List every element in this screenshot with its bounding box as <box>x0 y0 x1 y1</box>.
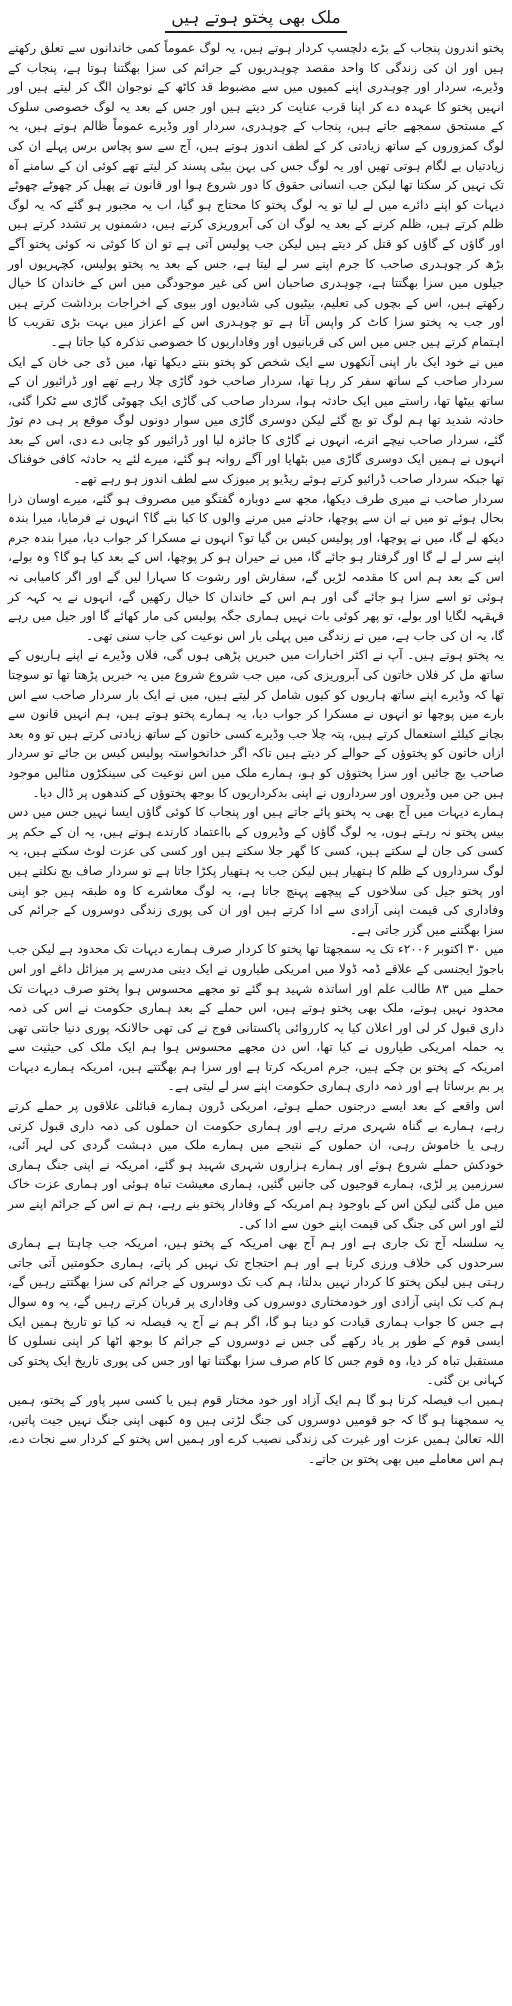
article-headline <box>8 6 504 33</box>
paragraph-8: یہ سلسلہ آج تک جاری ہے اور ہم آج بھی امریکہ کے پختو ہیں، امریکہ جب چاہتا ہے ہماری سرحدوں کی خلاف ورزی کرتا ہے اور ہم احتجاج تک نہیں کر پاتے، ہماری حکومتیں آتی جاتی رہتی ہیں لیکن پختو کا کردار نہیں بدلتا، ہم کب تک دوسروں کے جرائم کی سزا بھگتتے رہیں گے، ہم کب تک اپنی آزادی اور خودمختاری دوسروں کی وفاداری پر قربان کرتے رہیں گے، یہ وہ سوال ہے جس کا جواب ہماری قیادت کو دینا ہو گا، اگر ہم نے آج یہ فیصلہ نہ کیا تو تاریخ ہمیں ایک ایسی قوم کے طور پر یاد رکھے گی جس نے دوسروں کے جرائم کا بوجھ اٹھا کر اپنی نسلوں کا مستقبل تباہ کر دیا، وہ قوم جس کا کام صرف سزا بھگتنا تھا اور جس کی پوری تاریخ ایک پختو کی کہانی بن گئی۔ <box>8 1236 504 1388</box>
paragraph-5: ہمارے دیہات میں آج بھی یہ پختو پائے جاتے ہیں اور پنجاب کا کوئی گاؤں ایسا نہیں جس میں دس بیس پختو نہ رہتے ہوں، یہ لوگ گاؤں کے وڈیروں کے بااعتماد کارندے ہوتے ہیں، یہ ان کے حکم پر کسی کی جان لے سکتے ہیں، کسی کا گھر جلا سکتے ہیں اور کسی کی عزت لوٹ سکتے ہیں، یہ لوگ سرداروں کے ظلم کا ہتھیار ہیں لیکن جب یہ ہتھیار پکڑا جاتا ہے تو سردار صاف بچ نکلتے ہیں اور پختو جیل کی سلاخوں کے پیچھے پہنچ جاتا ہے، یہ لوگ معاشرے کا وہ طبقہ ہیں جو اپنی وفاداری کی قیمت اپنی آزادی سے ادا کرتے ہیں اور ان کی پوری زندگی دوسروں کے جرائم کی سزا بھگتنے میں گزر جاتی ہے۔ <box>8 805 504 937</box>
paragraph-1: پختو اندرون پنجاب کے بڑے دلچسپ کردار ہوتے ہیں، یہ لوگ عموماً کمی خاندانوں سے تعلق رکھتے ہیں اور ان کی زندگی کا واحد مقصد چوہدریوں کے جرائم کی سزا بھگتنا ہوتا ہے، پنجاب کے وڈیرے، سردار اور چوہدری اپنے کمیوں میں سے مضبوط قد کاٹھ کے نوجوان الگ کر لیتے ہیں اور انہیں پختو کا عہدہ دے کر اپنا قرب عنایت کر دیتے ہیں اور جس کے بعد یہ لوگ خصوصی سلوک کے مستحق سمجھے جاتے ہیں، پنجاب کے چوہدری، سردار اور وڈیرے عموماً ظالم ہوتے ہیں، یہ لوگ کمزوروں کے ساتھ زیادتی کر کے لطف اندوز ہوتے ہیں، آج سے سو پچاس برس پہلے ان کی زیادتیاں بے لگام ہوتی تھیں اور یہ لوگ جس کی بہن بیٹی پسند کر لیتے تھے کوئی ان کے سامنے آہ تک نہیں کر سکتا تھا لیکن جب انسانی حقوق کا دور شروع ہوا اور قانون نے پھیل کر چھوٹے چھوٹے دیہات کو اپنے دائرے میں لے لیا تو یہ لوگ پختو کا محتاج ہو گیا، اب یہ مجبور ہو گئے کہ یہ لوگ ظلم کرتے ہیں، ظلم کرنے کے بعد یہ لوگ ان کی آبروریزی کرتے ہیں، دشمنوں پر تشدد کرتے ہیں اور گاؤں کے گاؤں کو قتل کر دیتے ہیں لیکن جب پولیس آتی ہے تو ان کا کوئی نہ کوئی پختو آگے بڑھ کر چوہدری صاحب کا جرم اپنے سر لے لیتا ہے، جس کے بعد یہ پختو پولیس، کچہریوں اور جیلوں میں سزا بھگتتا ہے، چوہدری صاحبان اس کی غیر موجودگی میں اس کے خاندان کا خیال رکھتے ہیں، اس کے بچوں کی تعلیم، بیٹیوں کی شادیوں اور بیوی کے اخراجات برداشت کرتے ہیں اور جب یہ پختو سزا کاٹ کر واپس آتا ہے تو چوہدری اس کے اعزاز میں بہت بڑی تقریب کا اہتمام کرتے ہیں جس میں اس کی قربانیوں اور وفاداریوں کا خصوصی تذکرہ کیا جاتا ہے۔ <box>8 41 504 349</box>
paragraph-3: سردار صاحب نے میری طرف دیکھا، مجھ سے دوبارہ گفتگو میں مصروف ہو گئے، میرے اوسان ذرا بحال ہوئے تو میں نے ان سے پوچھا، حادثے میں مرنے والوں کا کیا بنے گا؟ انہوں نے فرمایا، میرا بندہ دیکھ لے گا، میں نے پوچھا، اور پولیس کیس بن گیا تو؟ انہوں نے مسکرا کر جواب دیا، میرا بندہ جرم اپنے سر لے لے گا اور گرفتار ہو جائے گا، میں نے حیران ہو کر پوچھا، اس کے بعد کیا ہو گا؟ وہ بولے، اس کے بعد ہم اس کا مقدمہ لڑیں گے، سفارش اور رشوت کا سہارا لیں گے اور اگر کامیابی نہ ہوئی تو اسے سزا ہو جائے گی اور ہم اس کے خاندان کا خیال رکھیں گے، انہوں نے یہ کہہ کر قہقہہ لگایا اور بولے، تو پھر کوئی بات نہیں ہماری جگہ پولیس کی مار کھائے گا اور جیل میں رہے گا، یہ ان کی جاب ہے، میں نے زندگی میں پہلی بار اس نوعیت کی جاب سنی تھی۔ <box>8 491 504 643</box>
article-body <box>8 39 504 1469</box>
paragraph-2: میں نے خود ایک بار اپنی آنکھوں سے ایک شخص کو پختو بنتے دیکھا تھا، میں ڈی جی خان کے ایک سردار صاحب کے ساتھ سفر کر رہا تھا، سردار صاحب خود گاڑی چلا رہے تھے اور ڈرائیور ان کے ساتھ بیٹھا تھا، راستے میں ایک حادثہ ہوا، سردار صاحب کی گاڑی ایک چھوٹی گاڑی سے ٹکرا گئی، حادثہ شدید تھا ہم لوگ تو بچ گئے لیکن دوسری گاڑی میں سوار دونوں لوگ موقع پر ہی دم توڑ گئے، سردار صاحب نیچے اترے، انہوں نے گاڑی کا جائزہ لیا اور ڈرائیور کو چابی دے دی، اس کے بعد انہوں نے ہمیں ایک دوسری گاڑی میں بٹھایا اور آگے روانہ ہو گئے، میرے لئے یہ حادثہ کافی خوفناک تھا جبکہ سردار صاحب ڈرائیو کرتے ہوئے ریڈیو پر میوزک سے لطف اندوز ہو رہے تھے۔ <box>8 354 504 487</box>
paragraph-4: یہ پختو ہوتے ہیں۔ آپ نے اکثر اخبارات میں خبریں پڑھی ہوں گی، فلاں وڈیرے نے اپنے ہاریوں کے ساتھ مل کر فلاں خاتون کی آبروریزی کی، میں جب شروع شروع میں یہ خبریں پڑھتا تھا تو سوچتا تھا کہ وڈیرے اپنے ساتھ ہاریوں کو کیوں شامل کر لیتے ہیں، میں نے ایک بار سردار صاحب سے اس بارے میں پوچھا تو انہوں نے مسکرا کر جواب دیا، یہ ہمارے پختو ہوتے ہیں، ہم انہیں قانون سے بچانے کیلئے استعمال کرتے ہیں، پتہ چلا جب وڈیرے کسی خاتون کے ساتھ زیادتی کرتے ہیں تو وہ بعد ازاں خاتون کو پختوؤں کے حوالے کر دیتے ہیں تاکہ اگر خدانخواستہ پولیس کیس بن جائے تو سردار صاحب بچ جائیں اور سزا پختوؤں کو ہو، ہمارے ملک میں اس نوعیت کی سینکڑوں مثالیں موجود ہیں جن میں وڈیروں اور سرداروں نے اپنی بدکرداریوں کا بوجھ پختوؤں کے کندھوں پر ڈال دیا۔ <box>8 648 504 800</box>
paragraph-9: ہمیں اب فیصلہ کرنا ہو گا ہم ایک آزاد اور خود مختار قوم ہیں یا کسی سپر پاور کے پختو، ہمیں یہ سمجھنا ہو گا کہ جو قومیں دوسروں کی جنگ لڑتی ہیں وہ کبھی اپنی جنگ نہیں جیت پاتیں، اللہ تعالیٰ ہمیں عزت اور غیرت کی زندگی نصیب کرے اور ہمیں اس پختو کے کردار سے نجات دے، ہم اس معاملے میں بھی پختو بن جاتے۔ <box>8 1392 504 1466</box>
headline-text: ملک بھی پختو ہوتے ہیں <box>165 6 346 33</box>
paragraph-6: میں ۳۰ اکتوبر ۲۰۰۶ء تک یہ سمجھتا تھا پختو کا کردار صرف ہمارے دیہات تک محدود ہے لیکن جب باجوڑ ایجنسی کے علاقے ڈمہ ڈولا میں امریکی طیاروں نے ایک دینی مدرسے پر میزائل داغے اور اس حملے میں ۸۳ طالب علم اور اساتذہ شہید ہو گئے تو مجھے محسوس ہوا پختو صرف دیہات تک محدود نہیں ہوتے، ملک بھی پختو ہوتے ہیں، اس حملے کے بعد ہماری حکومت نے اس کی ذمہ داری قبول کر لی اور اعلان کیا یہ کارروائی پاکستانی فوج نے کی تھی حالانکہ پوری دنیا جانتی تھی یہ حملہ امریکی طیاروں نے کیا تھا، اس دن مجھے محسوس ہوا ہم ایک ملک کی حیثیت سے امریکہ کے پختو بن چکے ہیں، جرم امریکہ کرتا ہے اور سزا ہم بھگتتے ہیں، امریکہ ہمارے دیہات پر بم برساتا ہے اور ذمہ داری ہماری حکومت اپنے سر لے لیتی ہے۔ <box>8 942 505 1094</box>
paragraph-7: اس واقعے کے بعد ایسے درجنوں حملے ہوئے، امریکی ڈرون ہمارے قبائلی علاقوں پر حملے کرتے رہے، ہمارے بے گناہ شہری مرتے رہے اور ہماری حکومت ان حملوں کی ذمہ داری قبول کرتی رہی یا خاموش رہی، ان حملوں کے نتیجے میں ہمارے ملک میں دہشت گردی کی لہر آئی، خودکش حملے شروع ہوئے اور ہمارے ہزاروں شہری شہید ہو گئے، امریکہ نے اپنی جنگ ہماری سرزمین پر لڑی، ہمارے فوجیوں کی جانیں گئیں، ہماری معیشت تباہ ہوئی اور ہماری عزت خاک میں مل گئی لیکن اس کے باوجود ہم امریکہ کے وفادار پختو بنے رہے، ہم نے اس کے جرائم اپنے سر لئے اور اس کی جنگ کی قیمت اپنے خون سے ادا کی۔ <box>8 1099 504 1231</box>
